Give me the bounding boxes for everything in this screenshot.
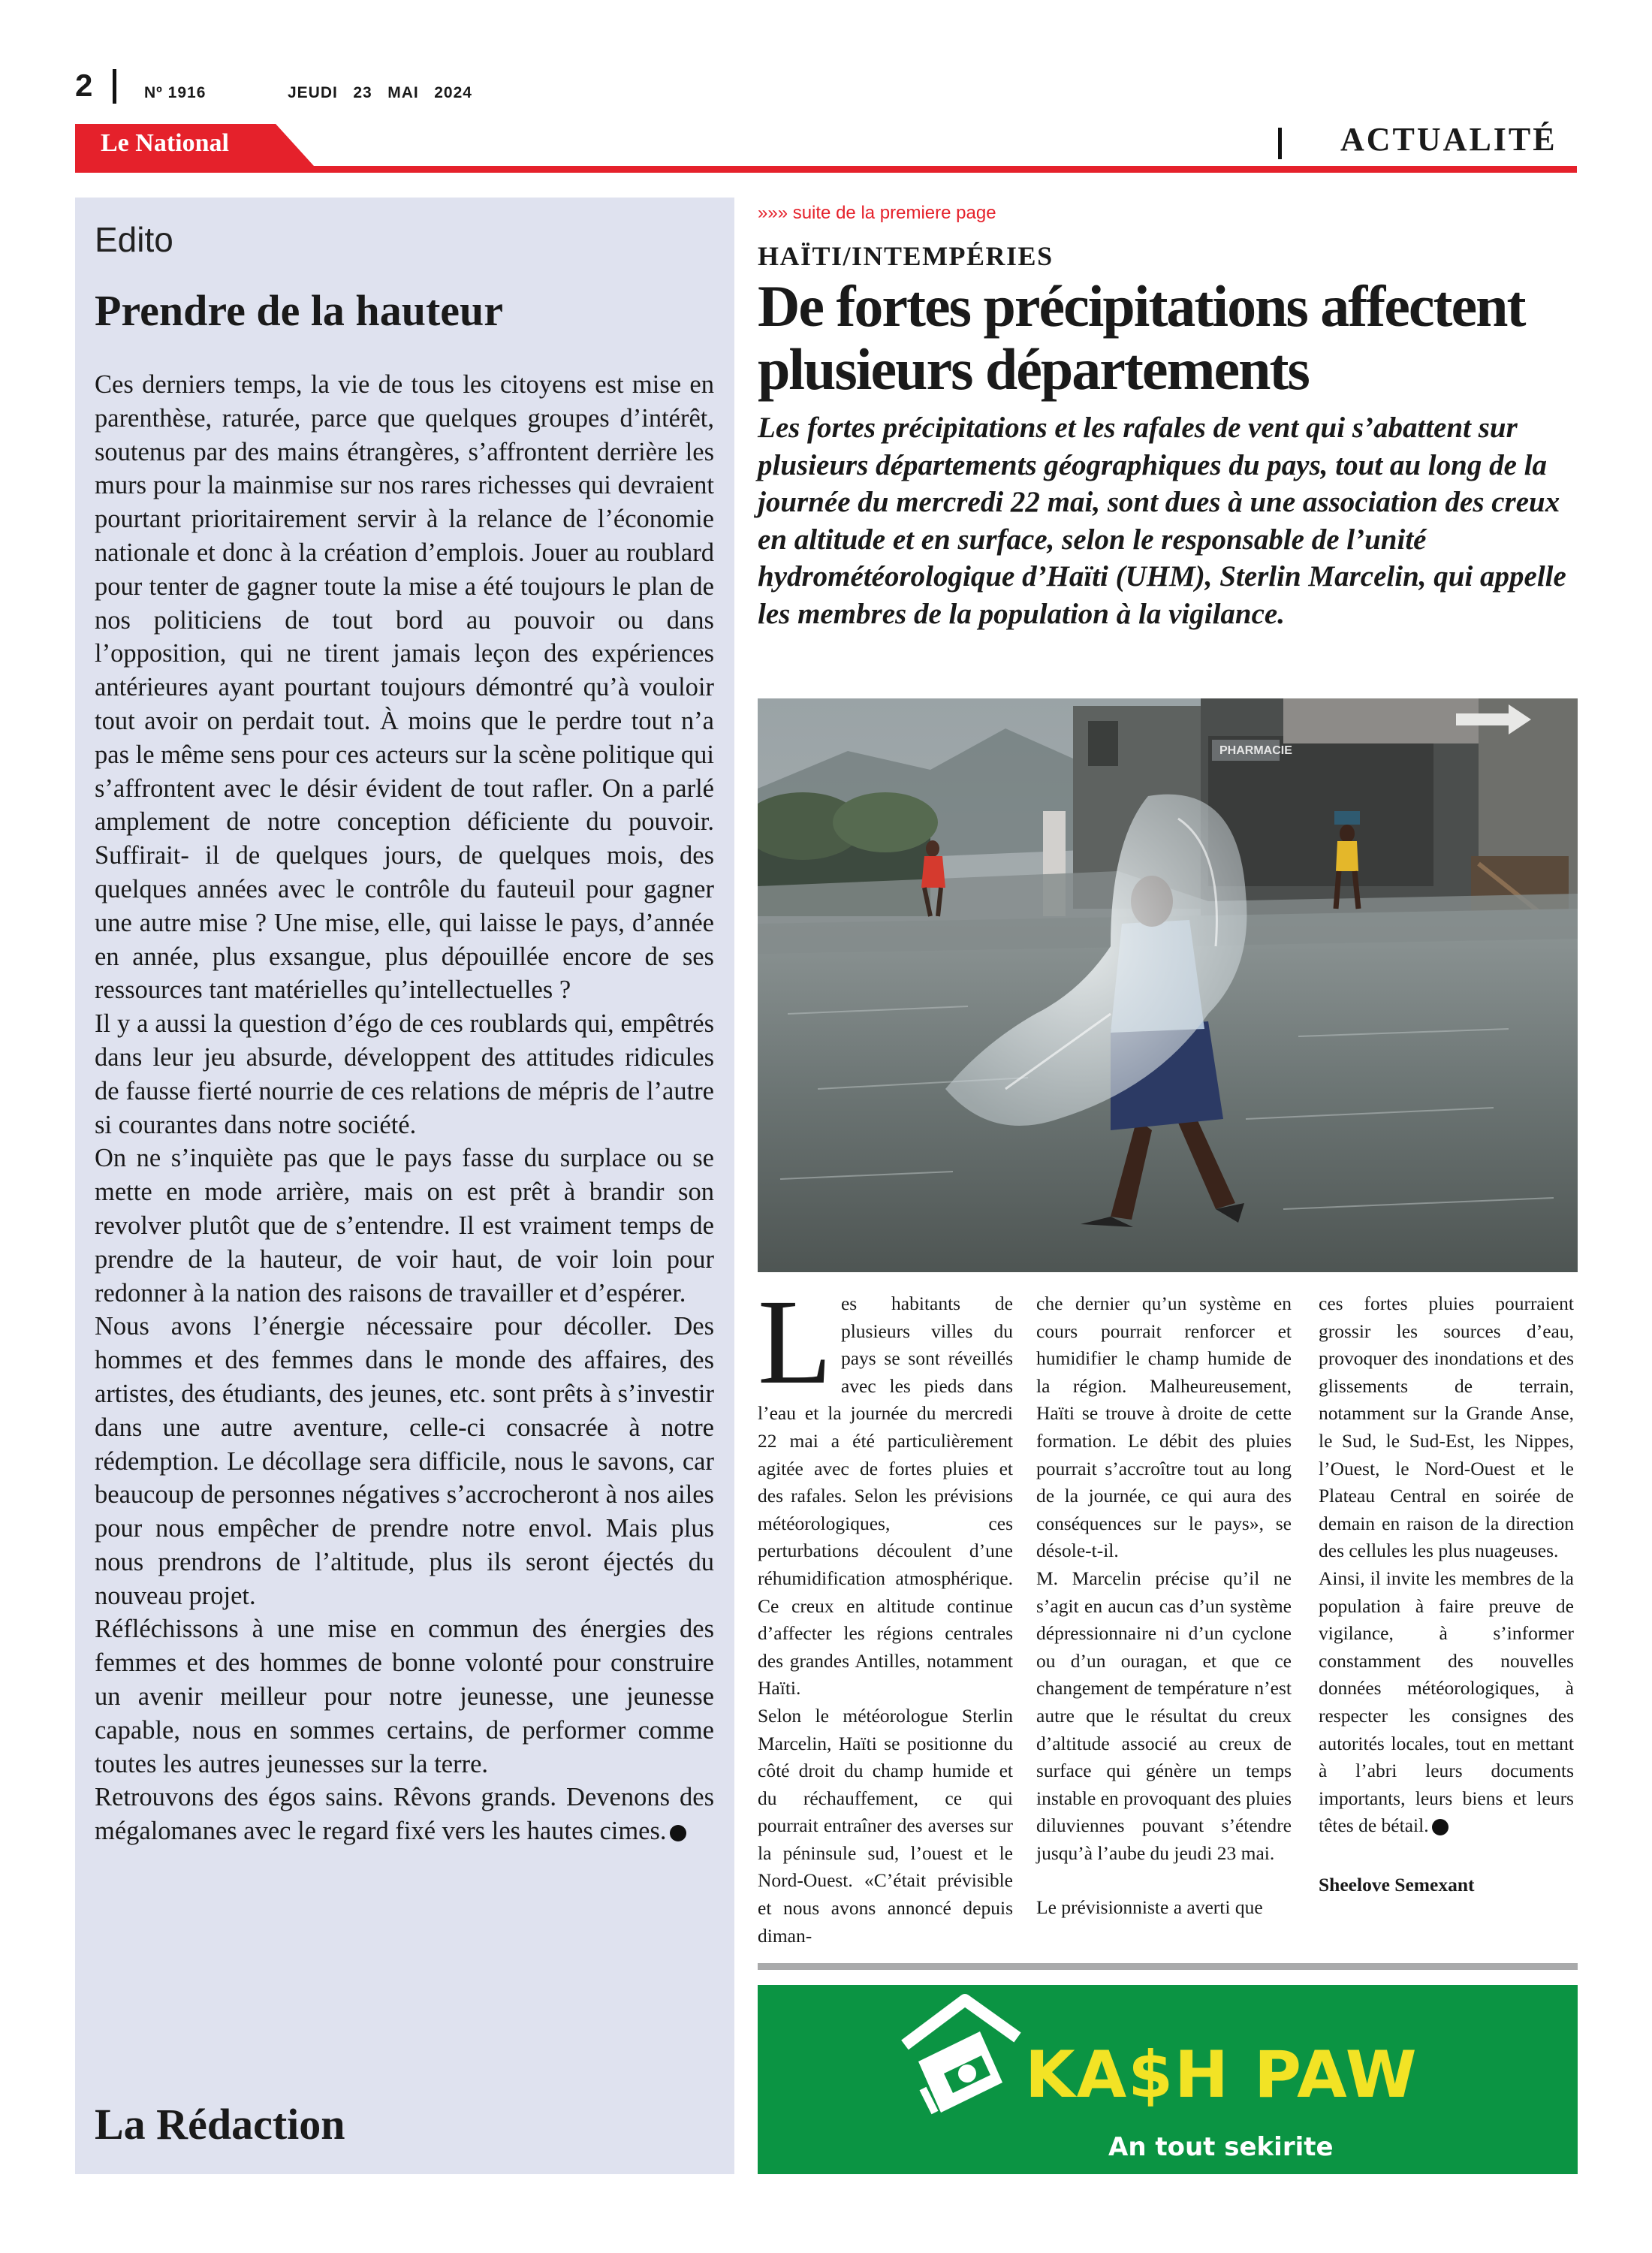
editorial-paragraph: Réfléchissons à une mise en commun des énergies des femmes et des hommes de bonne volonté pour construire un avenir meilleur pour notre jeunesse, une jeunesse capable, nous en sommes certains, de performer comme toutes les autres jeunesses sur la terre. <box>95 1615 714 1778</box>
editorial-paragraph: Ces derniers temps, la vie de tous les citoyens est mise en parenthèse, raturée, parce que quelques groupes d’intérêt, soutenus par des mains étrangères, s’affrontent derrière les murs pour la mainmise sur nos rares richesses qui devraient pourtant prioritairement servir à la relance de l’économie nationale et donc à la création d’emplois. Jouer au roublard pour tenter de gagner toute la mise a été toujours le plan de nos politiciens de tout bord au pouvoir ou dans l’opposition, qui ne tirent jamais leçon des expériences antérieures ayant pourtant toujours démontré qu’à vouloir tout avoir on perdait tout. À moins que le perdre tout n’a pas le même sens pour ces acteurs sur la scène politique qui s’affrontent avec le désir évident de tout rafler. On a parlé amplement de notre conception déficiente du pouvoir. Suffirait- il de quelques jours, de quelques mois, des quelques années avec le contrôle du fauteuil pour gagner une autre mise ? Une mise, elle, qui laisse le pays, d’année en année, plus exsangue, plus dépouillée encore de ses ressources tant matérielles qu’intellectuelles ? <box>95 370 714 1005</box>
editorial-paragraph: On ne s’inquiète pas que le pays fasse du surplace ou se mette en mode arrière, mais on est prêt à brandir son revolver plutôt que de s’entendre. Il est vraiment temps de prendre de la hauteur, de voir haut, de voir loin pour redonner à la nation des raisons de travailler et d’espérer. <box>95 1144 714 1307</box>
editorial-paragraph: Nous avons l’énergie nécessaire pour décoller. Des hommes et des femmes dans le monde des affaires, des artistes, des étudiants, des jeunes, etc. sont prêts à s’investir dans une autre aventure, celle-ci consacrée à notre rédemption. Le décollage sera difficile, nous le savons, car beaucoup de personnes négatives s’accrocheront à nos ailes pour nous empêcher de prendre notre envol. Mais plus nous prendrons de l’altitude, plus ils seront éjectés du nouveau projet. <box>95 1312 714 1610</box>
page-number: 2 <box>75 68 93 103</box>
editorial-title: Prendre de la hauteur <box>95 286 504 335</box>
kash-paw-ad[interactable] <box>758 1985 1578 2174</box>
article-paragraph: es habitants de plusieurs villes du pays se sont réveillés avec les pieds dans l’eau et la journée du mercredi 22 mai a été particulièrement agitée avec de fortes pluies et des rafales. Selon les prévisions météorologiques, ces perturbations découlent d’une réhumidification atmosphérique. Ce creux en altitude continue d’affecter les régions centrales des grandes Antilles, notamment Haïti. <box>758 1292 1013 1700</box>
article-column-1 <box>758 1275 1013 1950</box>
ad-brand: KA$H PAW <box>1025 2037 1418 2113</box>
article-paragraph: Le prévisionniste a averti que <box>1036 1896 1263 1919</box>
article-paragraph: che dernier qu’un système en cours pourrait renforcer et humidifier le champ humide de la région. Malheureusement, Haïti se trouve à droite de cette formation. Le débit des pluies pourrait s’accroître tout au long de la journée, ce qui aura des conséquences sur le pays», se désole-t-il. <box>1036 1292 1292 1562</box>
issue-date: JEUDI 23 MAI 2024 <box>288 84 472 101</box>
continuation-label: »»» suite de la premiere page <box>758 203 996 223</box>
pharmacie-sign: PHARMACIE <box>1219 744 1292 757</box>
article-byline: Sheelove Semexant <box>1319 1873 1475 1896</box>
article-photo <box>758 698 1578 1272</box>
article-kicker: HAÏTI/INTEMPÉRIES <box>758 241 1054 271</box>
editorial-paragraph: Retrouvons des égos sains. Rêvons grands. Devenons des mégalomanes avec le regard fixé vers les hautes cimes. <box>95 1783 714 1846</box>
article-paragraph: Ainsi, il invite les membres de la population à faire preuve de vigilance, à s’informer constamment des nouvelles données météorologiques, à respecter les consignes des autorités locales, tout en mettant à l’abri leurs documents importants, leurs biens et leurs têtes de bétail. <box>1319 1567 1574 1837</box>
end-mark-icon <box>1432 1819 1449 1835</box>
drop-cap: L <box>758 1275 832 1410</box>
editorial-paragraph: Il y a aussi la question d’égo de ces roublards qui, empêtrés dans leur jeu absurde, développent des attitudes ridicules de fausse fierté nourrie de ces relations de mépris de l’autre si courantes dans notre société. <box>95 1009 714 1139</box>
header-divider <box>113 69 116 104</box>
section-rule <box>758 1963 1578 1970</box>
editorial-body <box>95 368 714 1848</box>
article-paragraph: ces fortes pluies pourraient grossir les sources d’eau, provoquer des inondations et des glissements de terrain, notamment sur la Grande Anse, le Sud, le Sud-Est, les Nippes, l’Ouest, le Nord-Ouest et le Plateau Central en soirée de demain en raison de la direction des cellules les plus nuageuses. <box>1319 1292 1574 1562</box>
ad-tagline: An tout sekirite <box>1108 2132 1334 2162</box>
brand-name: Le National <box>101 129 229 157</box>
kash-paw-logo-icon <box>897 1992 1025 2120</box>
section-divider <box>1278 128 1282 159</box>
flooded-street-photo <box>758 698 1578 1272</box>
article-paragraph: M. Marcelin précise qu’il ne s’agit en aucun cas d’un système dépressionnaire ni d’un cyclone ou d’un ouragan, et que ce changement de température n’est autre que le résultat du creux d’altitude associé au creux de surface qui génère un temps instable en provoquant des pluies diluviennes pouvant s’étendre jusqu’à l’aube du jeudi 23 mai. <box>1036 1567 1292 1864</box>
article-column-2 <box>1036 1290 1292 1922</box>
article-paragraph-last <box>1319 1565 1574 1840</box>
editorial-signature: La Rédaction <box>95 2100 345 2149</box>
header-rule <box>75 166 1577 173</box>
section-name: ACTUALITÉ <box>1340 121 1557 158</box>
article-headline: De fortes précipitations affectent plusieurs départements <box>758 273 1525 402</box>
article-column-3 <box>1319 1290 1574 1899</box>
end-mark-icon <box>670 1825 686 1841</box>
article-paragraph: Selon le météorologue Sterlin Marcelin, Haïti se positionne du côté droit du champ humide et du réchauffement, ce qui pourrait entraîner des averses sur la péninsule sud, l’ouest et le Nord-Ouest. «C’était prévisible et nous avons annoncé depuis diman- <box>758 1704 1013 1947</box>
editorial-paragraph-last <box>95 1781 714 1848</box>
editorial-kicker: Edito <box>95 220 173 259</box>
issue-number: Nº 1916 <box>144 84 206 101</box>
article-lead: Les fortes précipitations et les rafales de vent qui s’abattent sur plusieurs départements géographiques du pays, tout au long de la journée du mercredi 22 mai, sont dues à une association des creux en altitude et en surface, selon le responsable de l’unité hydrométéorologique d’Haïti (UHM), Sterlin Marcelin, qui appelle les membres de la population à la vigilance. <box>758 412 1566 630</box>
